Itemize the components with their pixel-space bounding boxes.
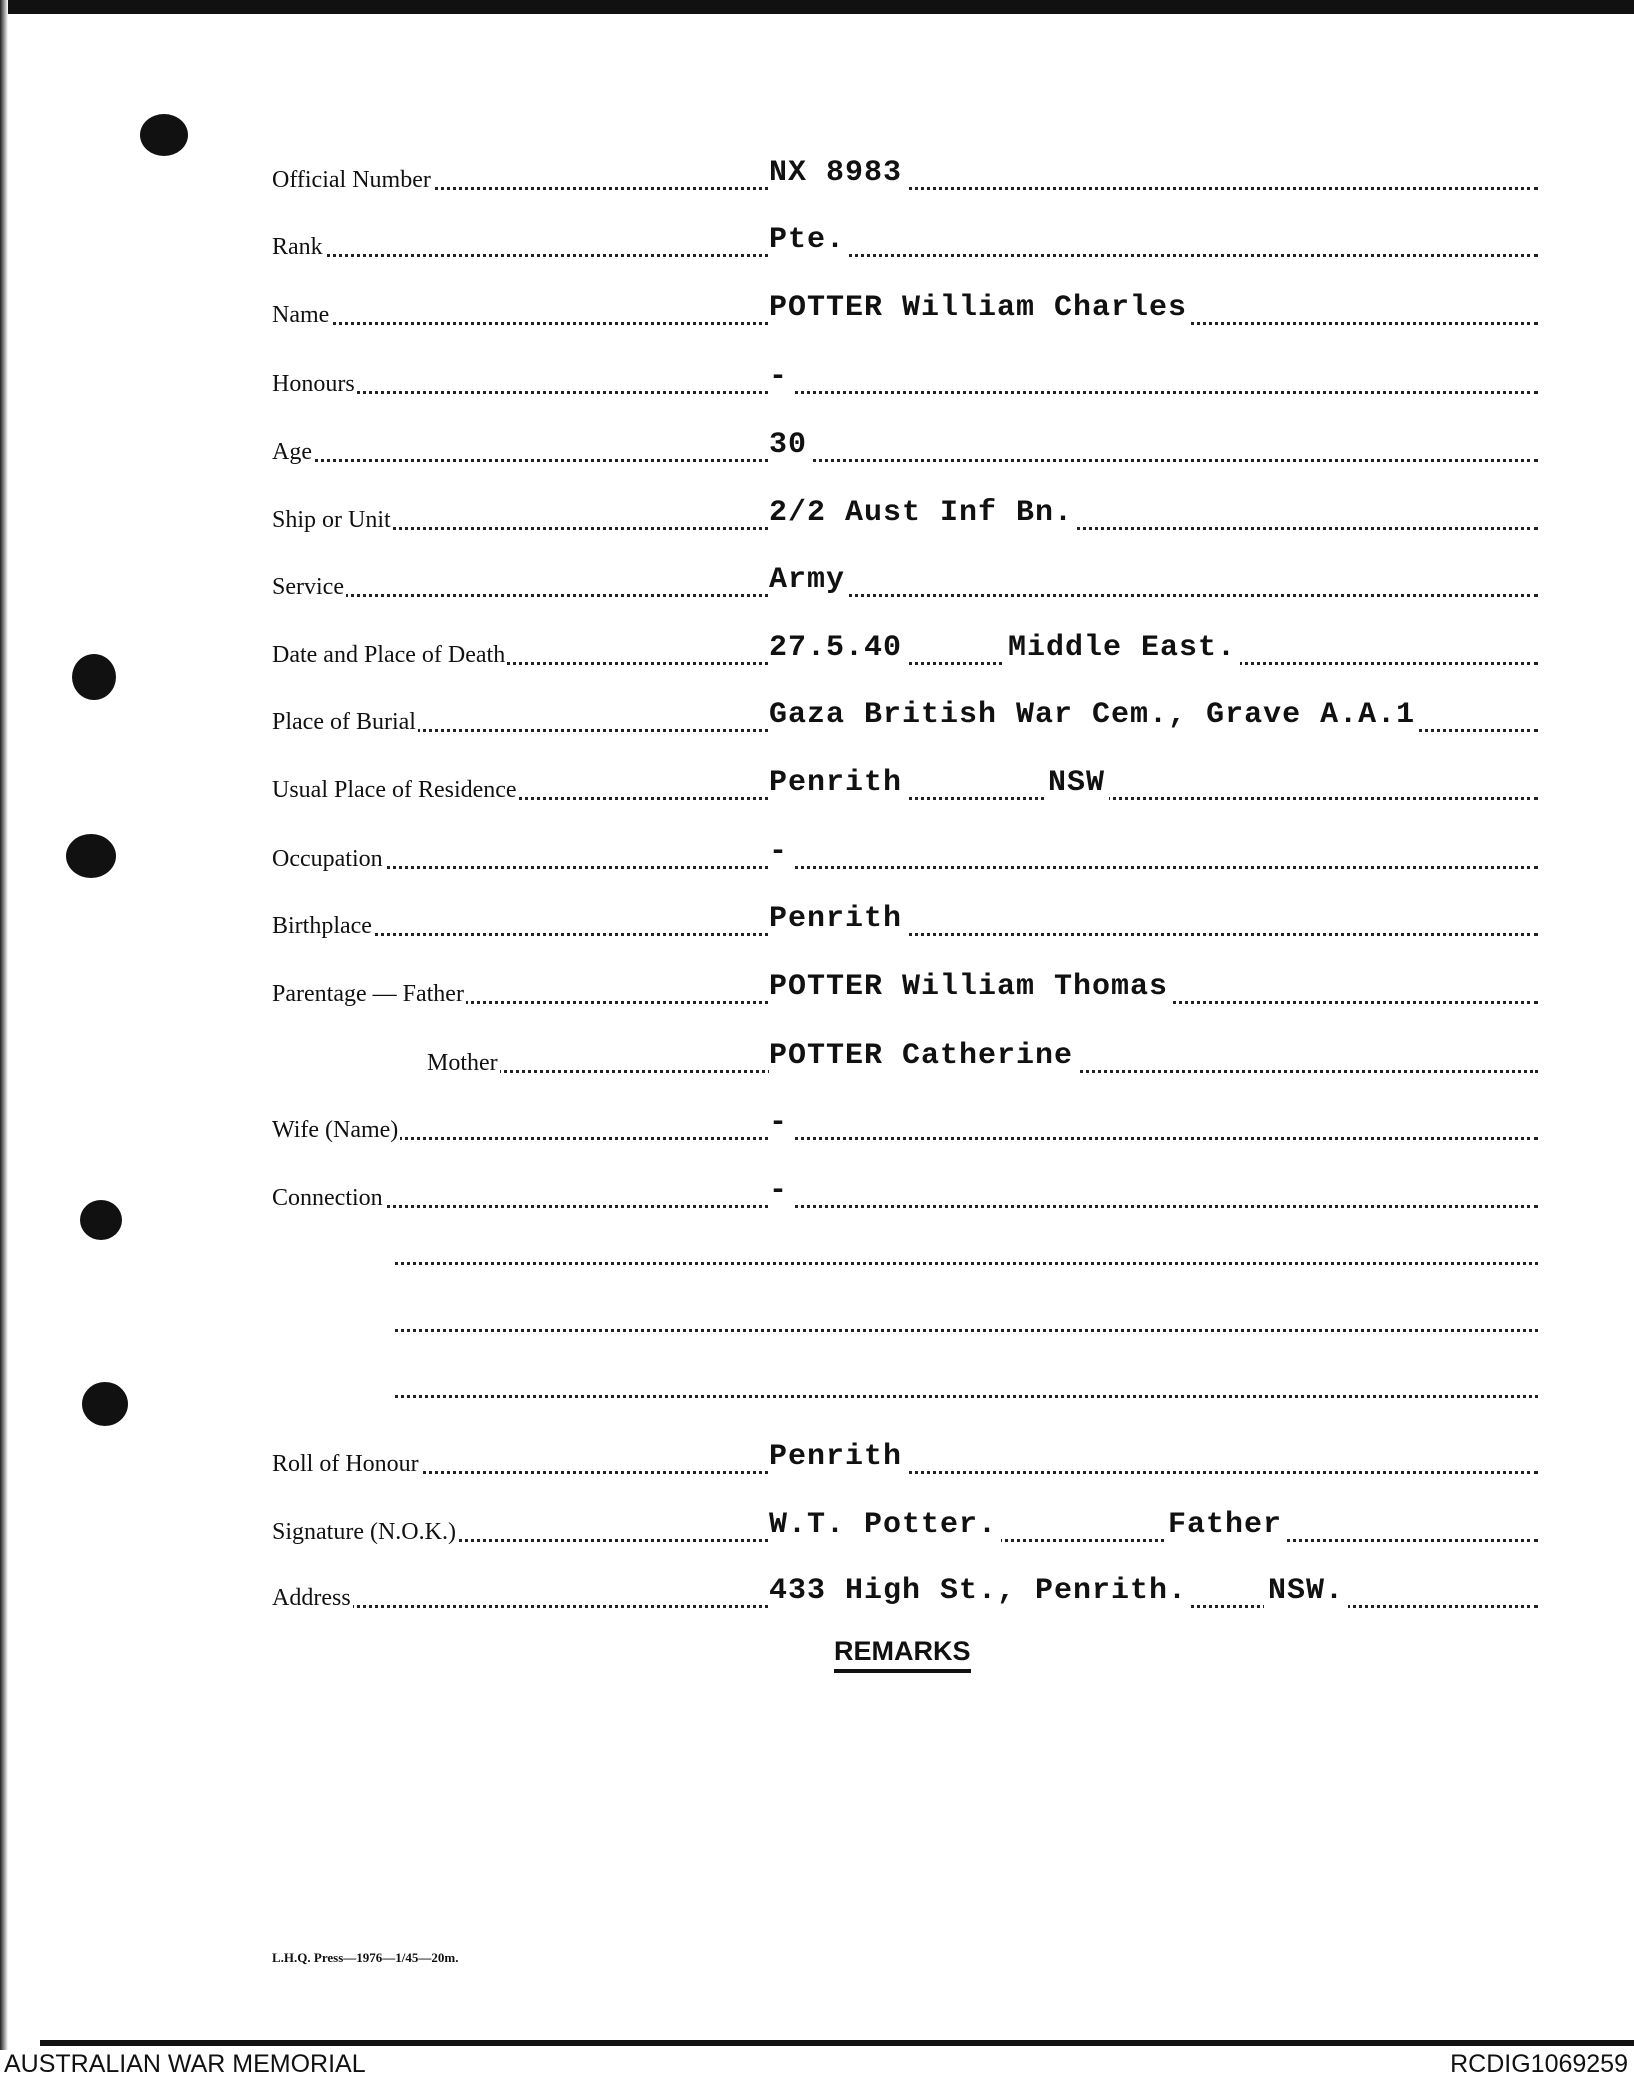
field-value: Penrith xyxy=(769,1440,906,1474)
press-mark: L.H.Q. Press—1976—1/45—20m. xyxy=(272,1950,459,1965)
archive-id: RCDIG1069259 xyxy=(1450,2050,1628,2078)
punch-hole xyxy=(72,654,116,700)
field-value: Army xyxy=(769,563,849,597)
field-name xyxy=(272,287,1538,331)
field-label: Mother xyxy=(427,1050,498,1076)
field-value: POTTER William Charles xyxy=(769,291,1191,325)
punch-hole xyxy=(80,1200,122,1240)
field-value: Penrith xyxy=(769,902,906,936)
field-value: - xyxy=(769,360,792,394)
field-label: Age xyxy=(272,439,312,465)
field-value: 27.5.40 xyxy=(769,631,906,665)
blank-line xyxy=(395,1329,1538,1332)
field-age xyxy=(272,424,1538,468)
field-value: NX 8983 xyxy=(769,156,906,190)
field-connection xyxy=(272,1170,1538,1214)
field-value: 30 xyxy=(769,428,811,462)
field-label: Ship or Unit xyxy=(272,507,391,533)
field-value: - xyxy=(769,1174,792,1208)
field-value-secondary: Father xyxy=(1164,1508,1286,1542)
field-label: Signature (N.O.K.) xyxy=(272,1519,456,1545)
field-value-secondary: NSW xyxy=(1044,766,1109,800)
field-label: Official Number xyxy=(272,167,431,193)
field-label: Honours xyxy=(272,371,355,397)
field-value: Pte. xyxy=(769,223,849,257)
field-honours xyxy=(272,356,1538,400)
field-value: 433 High St., Penrith. xyxy=(769,1574,1191,1608)
field-label: Parentage — Father xyxy=(272,981,464,1007)
field-parentage-father xyxy=(272,966,1538,1010)
field-official-number xyxy=(272,152,1538,196)
field-value: Gaza British War Cem., Grave A.A.1 xyxy=(769,698,1419,732)
field-label: Rank xyxy=(272,234,323,260)
field-value-secondary: Middle East. xyxy=(1004,631,1240,665)
remarks-heading: REMARKS xyxy=(834,1636,971,1673)
field-label: Wife (Name) xyxy=(272,1117,399,1143)
field-rank xyxy=(272,219,1538,263)
blank-line xyxy=(395,1395,1538,1398)
archive-name: AUSTRALIAN WAR MEMORIAL xyxy=(4,2050,366,2078)
punch-hole xyxy=(66,834,116,878)
field-value: W.T. Potter. xyxy=(769,1508,1001,1542)
field-signature-nok xyxy=(272,1504,1538,1548)
field-label: Name xyxy=(272,302,330,328)
field-label: Connection xyxy=(272,1185,383,1211)
field-label: Usual Place of Residence xyxy=(272,777,517,803)
field-label: Birthplace xyxy=(272,913,372,939)
field-roll-of-honour xyxy=(272,1436,1538,1480)
field-value-secondary: NSW. xyxy=(1264,1574,1348,1608)
field-label: Place of Burial xyxy=(272,709,416,735)
field-date-place-of-death xyxy=(272,627,1538,671)
field-value: Penrith xyxy=(769,766,906,800)
punch-hole xyxy=(140,114,188,156)
field-wife-name xyxy=(272,1102,1538,1146)
field-usual-residence xyxy=(272,762,1538,806)
field-value: - xyxy=(769,1106,792,1140)
field-address xyxy=(272,1570,1538,1614)
field-ship-or-unit xyxy=(272,492,1538,536)
bottom-rule xyxy=(40,2040,1634,2046)
left-edge-shadow xyxy=(0,0,8,2050)
field-label: Address xyxy=(272,1585,351,1611)
field-value: POTTER William Thomas xyxy=(769,970,1172,1004)
field-place-of-burial xyxy=(272,694,1538,738)
field-service xyxy=(272,559,1538,603)
field-occupation xyxy=(272,831,1538,875)
blank-line xyxy=(395,1262,1538,1265)
field-value: POTTER Catherine xyxy=(769,1039,1077,1073)
punch-hole xyxy=(82,1382,128,1426)
field-parentage-mother xyxy=(272,1035,1538,1079)
field-label: Roll of Honour xyxy=(272,1451,419,1477)
field-label: Date and Place of Death xyxy=(272,642,506,668)
field-value: - xyxy=(769,835,792,869)
field-birthplace xyxy=(272,898,1538,942)
field-value: 2/2 Aust Inf Bn. xyxy=(769,496,1077,530)
top-border xyxy=(0,0,1634,14)
field-label: Occupation xyxy=(272,846,383,872)
field-label: Service xyxy=(272,574,344,600)
